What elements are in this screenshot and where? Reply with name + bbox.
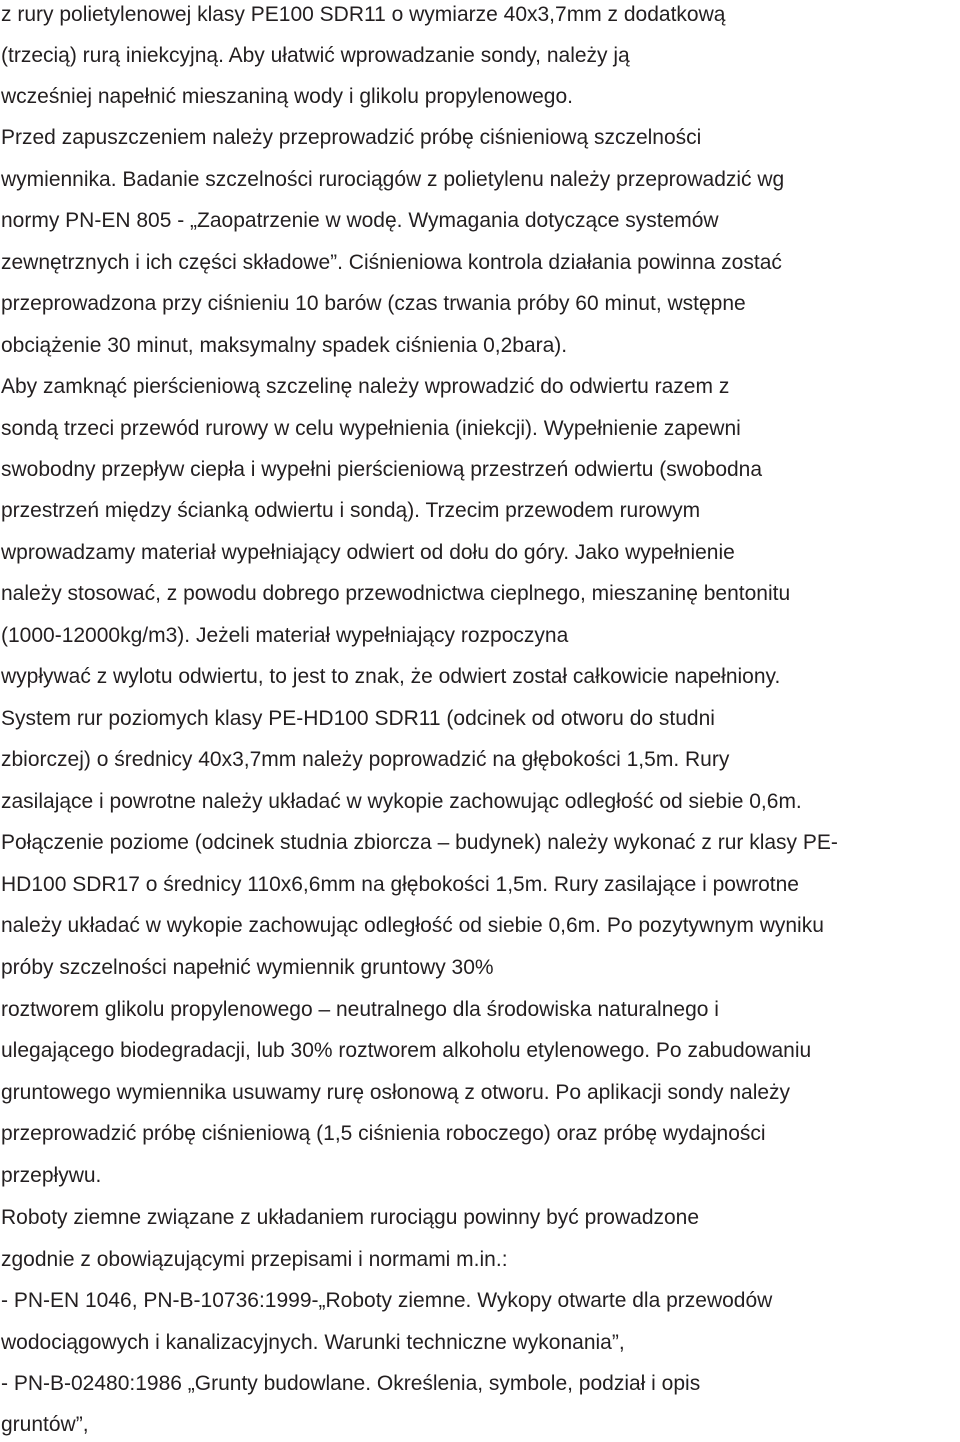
- text-line: Aby zamknąć pierścieniową szczelinę należy wprowadzić do odwiertu razem z: [1, 375, 730, 398]
- text-line: zasilające i powrotne należy układać w wykopie zachowując odległość od siebie 0,6m.: [1, 790, 802, 813]
- text-line: swobodny przepływ ciepła i wypełni pierścieniową przestrzeń odwiertu (swobodna: [1, 458, 763, 481]
- text-line: gruntów”,: [1, 1413, 89, 1436]
- text-line: należy układać w wykopie zachowując odległość od siebie 0,6m. Po pozytywnym wyniku: [1, 914, 824, 937]
- text-line: (trzecią) rurą iniekcyjną. Aby ułatwić wprowadzanie sondy, należy ją: [1, 44, 630, 67]
- text-line: normy PN-EN 805 - „Zaopatrzenie w wodę. Wymagania dotyczące systemów: [1, 209, 719, 232]
- text-line: - PN-EN 1046, PN-B-10736:1999-„Roboty ziemne. Wykopy otwarte dla przewodów: [1, 1289, 773, 1312]
- text-line: należy stosować, z powodu dobrego przewodnictwa cieplnego, mieszaninę bentonitu: [1, 582, 791, 605]
- text-line: próby szczelności napełnić wymiennik gruntowy 30%: [1, 956, 494, 979]
- text-line: (1000-12000kg/m3). Jeżeli materiał wypełniający rozpoczyna: [1, 624, 569, 647]
- text-line: wymiennika. Badanie szczelności rurociągów z polietylenu należy przeprowadzić wg: [1, 168, 785, 191]
- text-line: przeprowadzona przy ciśnieniu 10 barów (czas trwania próby 60 minut, wstępne: [1, 292, 746, 315]
- text-line: Przed zapuszczeniem należy przeprowadzić próbę ciśnieniową szczelności: [1, 126, 702, 149]
- text-line: HD100 SDR17 o średnicy 110x6,6mm na głębokości 1,5m. Rury zasilające i powrotne: [1, 873, 799, 896]
- text-line: Roboty ziemne związane z układaniem rurociągu powinny być prowadzone: [1, 1206, 700, 1229]
- text-line: zgodnie z obowiązującymi przepisami i normami m.in.:: [1, 1248, 508, 1271]
- text-line: gruntowego wymiennika usuwamy rurę osłonową z otworu. Po aplikacji sondy należy: [1, 1081, 791, 1104]
- text-line: przeprowadzić próbę ciśnieniową (1,5 ciśnienia roboczego) oraz próbę wydajności: [1, 1122, 766, 1145]
- text-line: przestrzeń między ścianką odwiertu i sondą). Trzecim przewodem rurowym: [1, 499, 701, 522]
- text-line: sondą trzeci przewód rurowy w celu wypełnienia (iniekcji). Wypełnienie zapewni: [1, 417, 741, 440]
- text-line: roztworem glikolu propylenowego – neutralnego dla środowiska naturalnego i: [1, 998, 719, 1021]
- text-line: z rury polietylenowej klasy PE100 SDR11 o wymiarze 40x3,7mm z dodatkową: [1, 3, 726, 26]
- text-line: wprowadzamy materiał wypełniający odwiert od dołu do góry. Jako wypełnienie: [1, 541, 735, 564]
- text-line: wcześniej napełnić mieszaniną wody i glikolu propylenowego.: [1, 85, 573, 108]
- text-line: System rur poziomych klasy PE-HD100 SDR11 (odcinek od otworu do studni: [1, 707, 715, 730]
- text-line: przepływu.: [1, 1164, 102, 1187]
- text-line: zewnętrznych i ich części składowe”. Ciśnieniowa kontrola działania powinna zostać: [1, 251, 782, 274]
- text-line: Połączenie poziome (odcinek studnia zbiorcza – budynek) należy wykonać z rur klasy PE-: [1, 831, 838, 854]
- text-line: wodociągowych i kanalizacyjnych. Warunki techniczne wykonania”,: [1, 1331, 625, 1354]
- text-line: obciążenie 30 minut, maksymalny spadek ciśnienia 0,2bara).: [1, 334, 568, 357]
- text-line: zbiorczej) o średnicy 40x3,7mm należy poprowadzić na głębokości 1,5m. Rury: [1, 748, 730, 771]
- text-line: wypływać z wylotu odwiertu, to jest to znak, że odwiert został całkowicie napełniony.: [1, 665, 781, 688]
- text-line: - PN-B-02480:1986 „Grunty budowlane. Określenia, symbole, podział i opis: [1, 1372, 701, 1395]
- text-line: ulegającego biodegradacji, lub 30% roztworem alkoholu etylenowego. Po zabudowaniu: [1, 1039, 812, 1062]
